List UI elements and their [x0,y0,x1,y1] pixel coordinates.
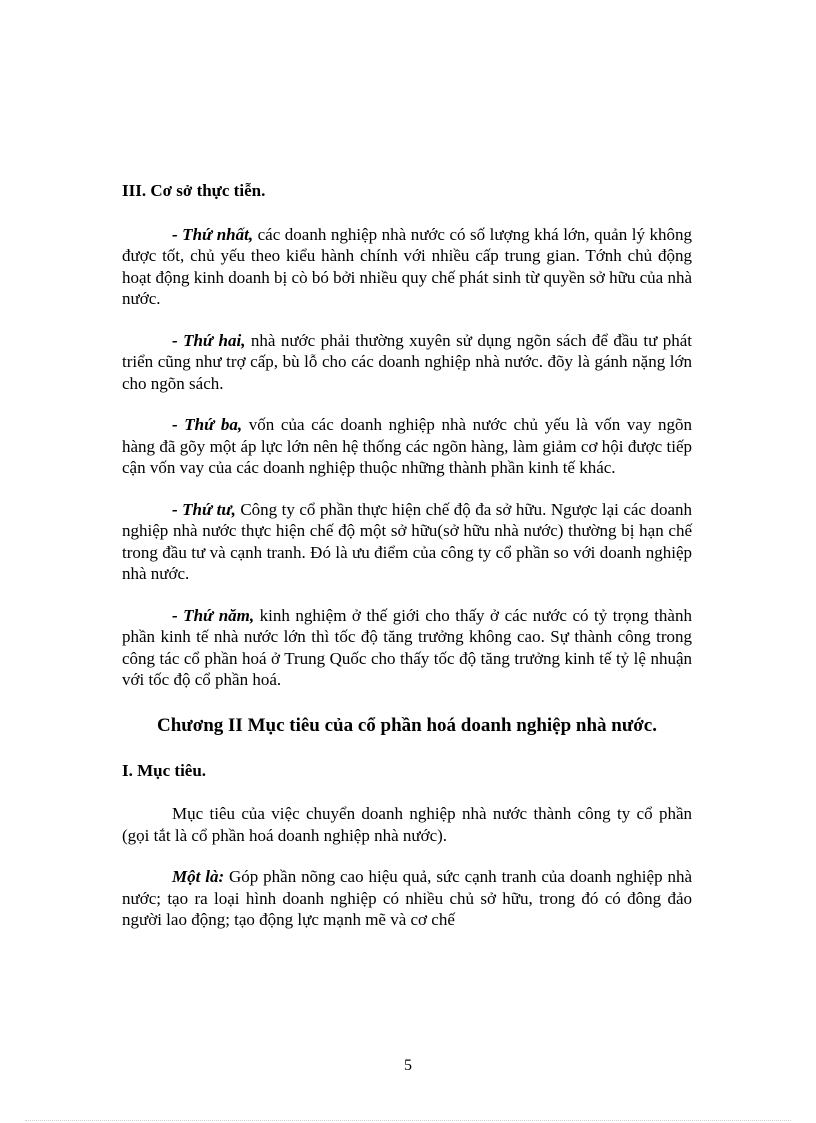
paragraph-text: các doanh nghiệp nhà nước có số lượng khá lớn, quản lý không được tốt, chủ yếu theo kiểu hành chính với nhiều cấp trung gian. Tớnh chủ động hoạt động kinh doanh bị cò bó bởi nhiều quy chế phát sinh từ quyền sở hữu của nhà nước. [122,224,692,308]
page-number: 5 [404,1057,412,1074]
paragraph-text: Công ty cổ phần thực hiện chế độ đa sở hữu. Ngược lại các doanh nghiệp nhà nước thực hiện chế độ một sở hữu(sở hữu nhà nước) thường bị hạn chế trong đầu tư và cạnh tranh. Đó là ưu điểm của công ty cổ phần so với doanh nghiệp nhà nước. [122,499,692,583]
paragraph-thu-ba [122,414,692,479]
chapter-title: Chương II Mục tiêu của cổ phần hoá doanh nghiệp nhà nước. [157,714,657,736]
page-body [122,180,692,931]
section-heading: III. Cơ sở thực tiễn. [122,181,266,200]
intro-paragraph: Mục tiêu của việc chuyển doanh nghiệp nhà nước thành công ty cổ phần (gọi tắt là cổ phần hoá doanh nghiệp nhà nước). [122,804,692,845]
paragraph-lead: - Thứ hai, [172,330,246,350]
subsection-heading: I. Mục tiêu. [122,760,207,780]
goal-lead: Một là: [172,867,225,886]
page-bottom-divider [25,1120,791,1121]
paragraph-thu-nhat [122,224,692,310]
paragraph-thu-tu [122,499,692,585]
paragraph-text: kinh nghiệm ở thế giới cho thấy ở các nước có tỷ trọng thành phần kinh tế nhà nước lớn thì tốc độ tăng trưởng không cao. Sự thành công trong công tác cổ phần hoá ở Trung Quốc cho thấy tốc độ tăng trưởng kinh tế tỷ lệ nhuận với tốc độ cổ phần hoá. [122,605,692,689]
paragraph-lead: - Thứ năm, [172,605,255,625]
paragraph-lead: - Thứ tư, [172,499,236,519]
goal-text: Góp phần nõng cao hiệu quả, sức cạnh tranh của doanh nghiệp nhà nước; tạo ra loại hình doanh nghiệp có nhiều chủ sở hữu, trong đó có đông đảo người lao động; tạo động lực mạnh mẽ và cơ chế [122,867,692,929]
paragraph-lead: - Thứ ba, [172,415,243,434]
paragraph-text: nhà nước phải thường xuyên sử dụng ngõn sách để đầu tư phát triển cũng như trợ cấp, bù lỗ cho các doanh nghiệp nhà nước. đõy là gánh nặng lớn cho ngõn sách. [122,330,692,393]
paragraph-thu-nam [122,605,692,691]
paragraph-text: vốn của các doanh nghiệp nhà nước chủ yếu là vốn vay ngõn hàng đã gõy một áp lực lớn nên hệ thống các ngõn hàng, làm giảm cơ hội được tiếp cận vốn vay của các doanh nghiệp thuộc những thành phần kinh tế khác. [122,415,692,477]
paragraph-thu-hai [122,330,692,395]
paragraph-lead: - Thứ nhất, [172,224,254,244]
goal-paragraph [122,866,692,931]
